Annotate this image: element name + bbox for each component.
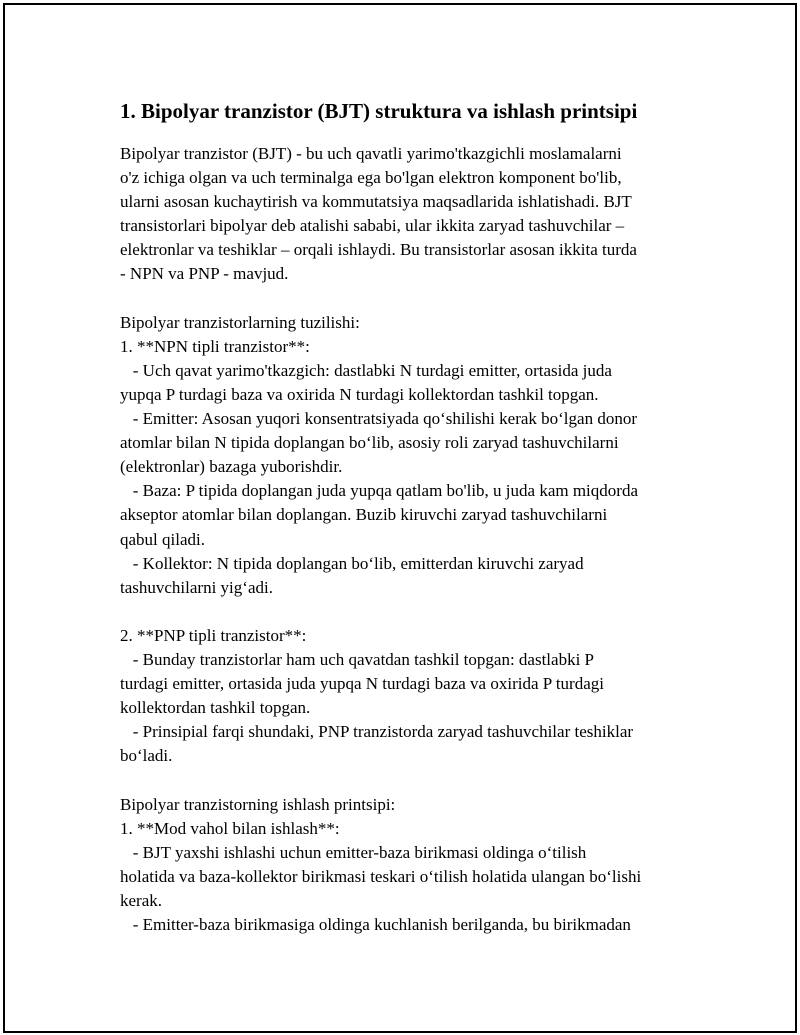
paragraph-spacer — [120, 287, 695, 311]
page-title: 1. Bipolyar tranzistor (BJT) struktura va ishlash printsipi — [120, 99, 638, 123]
document-content — [120, 98, 695, 937]
body-paragraph-pnp: 2. **PNP tipli tranzistor**: - Bunday tranzistorlar ham uch qavatdan tashkil topgan: dastlabki P turdagi emitter, ortasida juda yupqa N turdagi baza va oxirida P turdagi kollektordan tashkil topgan. - Prinsipial farqi shundaki, PNP tranzistorda zaryad tashuvchilar teshiklar bo‘ladi. — [120, 625, 634, 766]
document-page — [3, 3, 797, 1033]
body-paragraph-intro: Bipolyar tranzistor (BJT) - bu uch qavatli yarimo'tkazgichli moslamalarni o'z ichiga olgan va uch terminalga ega bo'lgan elektron komponent bo'lib, ularni asosan kuchaytirish va kommutatsiya maqsadlarida ishlatishadi. BJT transistorlari bipolyar deb atalishi sababi, ular ikkita zaryad tashuvchilar – elektronlar va teshiklar – orqali ishlaydi. Bu transistorlar asosan ikkita turda - NPN va PNP - mavjud. — [120, 144, 637, 284]
paragraph-spacer — [120, 600, 695, 624]
paragraph-spacer — [120, 768, 695, 792]
body-paragraph-structure-npn: Bipolyar tranzistorlarning tuzilishi: 1. **NPN tipli tranzistor**: - Uch qavat yarimo'tkazgich: dastlabki N turdagi emitter, ortasida juda yupqa P turdagi baza va oxirida N turdagi kollektordan tashkil topgan. - Emitter: Asosan yuqori konsentratsiyada qo‘shilishi kerak bo‘lgan donor atomlar bilan N tipida doplangan bo‘lib, asosiy roli zaryad tashuvchilarni (elektronlar) bazaga yuborishdir. - Baza: P tipida doplangan juda yupqa qatlam bo'lib, u juda kam miqdorda akseptor atomlar bilan doplangan. Buzib kiruvchi zaryad tashuvchilarni qabul qiladi. - Kollektor: N tipida doplangan bo‘lib, emitterdan kiruvchi zaryad tashuvchilarni yig‘adi. — [120, 312, 638, 597]
body-paragraph-operation: Bipolyar tranzistorning ishlash printsipi: 1. **Mod vahol bilan ishlash**: - BJT yaxshi ishlashi uchun emitter-baza birikmasi oldinga o‘tilish holatida va baza-kollektor birikmasi teskari o‘tilish holatida ulangan bo‘lishi kerak. - Emitter-baza birikmasiga oldinga kuchlanish berilganda, bu birikmadan — [120, 794, 642, 934]
